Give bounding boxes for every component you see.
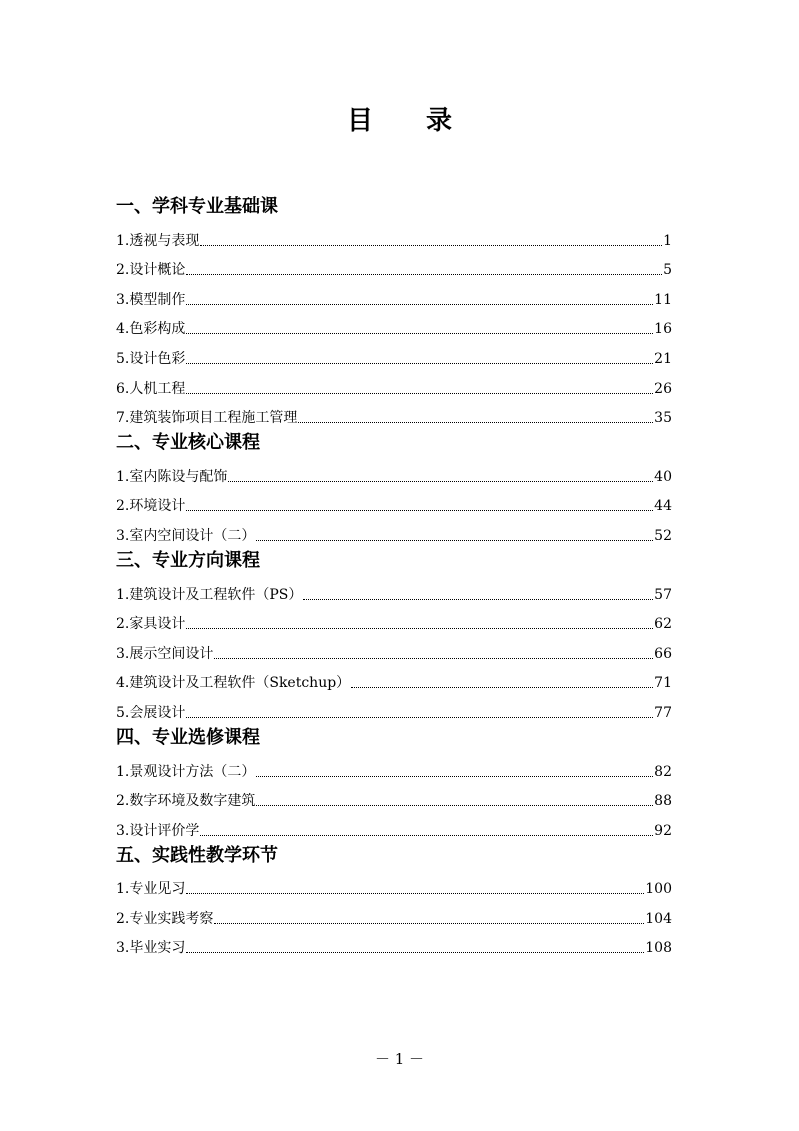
toc-entry-page-number: 71	[654, 675, 672, 692]
toc-entry[interactable]	[116, 575, 672, 605]
table-of-contents	[116, 192, 672, 958]
toc-entry-page-number: 44	[654, 498, 672, 515]
toc-entry-page-number: 52	[654, 527, 672, 544]
toc-entry-page-number: 21	[654, 350, 672, 367]
toc-entry[interactable]	[116, 369, 672, 399]
dot-leader	[186, 893, 644, 894]
dot-leader	[303, 599, 653, 600]
toc-entry-page-number: 108	[645, 940, 672, 957]
toc-entry[interactable]	[116, 399, 672, 429]
toc-entry-label: 1.景观设计方法（二）	[116, 763, 256, 780]
toc-entry-label: 7.建筑装饰项目工程施工管理	[116, 410, 298, 427]
dot-leader	[186, 333, 653, 334]
toc-entry[interactable]	[116, 782, 672, 812]
toc-entry-label: 3.模型制作	[116, 291, 186, 308]
toc-entry-page-number: 77	[654, 704, 672, 721]
toc-entry-page-number: 57	[654, 586, 672, 603]
toc-entry[interactable]	[116, 516, 672, 546]
dot-leader	[200, 245, 662, 246]
toc-entry-label: 1.建筑设计及工程软件（PS）	[116, 586, 303, 603]
toc-entry[interactable]	[116, 605, 672, 635]
toc-entry[interactable]	[116, 899, 672, 929]
toc-entry-label: 2.专业实践考察	[116, 910, 214, 927]
toc-entry-page-number: 100	[645, 881, 672, 898]
toc-entry-label: 5.设计色彩	[116, 350, 186, 367]
dot-leader	[186, 717, 653, 718]
toc-entry-page-number: 35	[654, 410, 672, 427]
toc-entry-label: 3.设计评价学	[116, 822, 200, 839]
toc-entry[interactable]	[116, 487, 672, 517]
toc-entry[interactable]	[116, 752, 672, 782]
toc-entry-page-number: 40	[654, 468, 672, 485]
toc-entry-page-number: 88	[654, 793, 672, 810]
toc-entry-label: 4.建筑设计及工程软件（Sketchup）	[116, 675, 351, 692]
toc-entry[interactable]	[116, 310, 672, 340]
dot-leader	[186, 274, 662, 275]
dot-leader	[186, 304, 653, 305]
toc-section-heading: 一、学科专业基础课	[116, 196, 278, 217]
dot-leader	[186, 952, 644, 953]
dot-leader	[256, 805, 653, 806]
toc-entry-label: 2.设计概论	[116, 262, 186, 279]
toc-entry[interactable]	[116, 870, 672, 900]
toc-entry[interactable]	[116, 221, 672, 251]
toc-entry-label: 3.展示空间设计	[116, 645, 214, 662]
page-number-footer: － 1 －	[374, 1050, 425, 1068]
toc-entry-page-number: 62	[654, 616, 672, 633]
dot-leader	[214, 923, 644, 924]
toc-entry[interactable]	[116, 693, 672, 723]
toc-entry-page-number: 5	[663, 262, 672, 279]
toc-section-heading: 四、专业选修课程	[116, 726, 260, 748]
toc-entry-label: 2.环境设计	[116, 498, 186, 515]
dot-leader	[186, 510, 653, 511]
toc-entry[interactable]	[116, 811, 672, 841]
page-title: 目 录	[346, 106, 475, 136]
dot-leader	[186, 363, 653, 364]
toc-entry-page-number: 66	[654, 645, 672, 662]
dot-leader	[256, 776, 653, 777]
toc-entry-label: 1.室内陈设与配饰	[116, 468, 228, 485]
toc-entry-label: 3.室内空间设计（二）	[116, 527, 256, 544]
toc-entry-page-number: 1	[663, 232, 672, 249]
toc-section-heading: 三、专业方向课程	[116, 549, 260, 571]
toc-entry-label: 2.家具设计	[116, 616, 186, 633]
toc-entry[interactable]	[116, 664, 672, 694]
toc-entry-page-number: 82	[654, 763, 672, 780]
toc-entry-label: 3.毕业实习	[116, 940, 186, 957]
dot-leader	[186, 628, 653, 629]
toc-entry-page-number: 92	[654, 822, 672, 839]
dot-leader	[200, 835, 653, 836]
toc-entry[interactable]	[116, 339, 672, 369]
toc-entry[interactable]	[116, 251, 672, 281]
toc-entry-label: 2.数字环境及数字建筑	[116, 793, 256, 810]
toc-entry[interactable]	[116, 280, 672, 310]
toc-entry[interactable]	[116, 929, 672, 959]
toc-section-heading: 五、实践性教学环节	[116, 844, 278, 866]
toc-entry[interactable]	[116, 634, 672, 664]
dot-leader	[186, 393, 653, 394]
dot-leader	[256, 540, 653, 541]
toc-entry-label: 6.人机工程	[116, 380, 186, 397]
toc-entry-page-number: 11	[654, 291, 672, 308]
toc-entry-label: 5.会展设计	[116, 704, 186, 721]
toc-entry-page-number: 16	[654, 321, 672, 338]
dot-leader	[298, 422, 653, 423]
toc-entry-label: 1.透视与表现	[116, 232, 200, 249]
dot-leader	[351, 687, 653, 688]
toc-entry-page-number: 104	[645, 910, 672, 927]
toc-entry-label: 1.专业见习	[116, 881, 186, 898]
toc-entry-page-number: 26	[654, 380, 672, 397]
dot-leader	[214, 658, 653, 659]
toc-entry[interactable]	[116, 457, 672, 487]
dot-leader	[228, 481, 653, 482]
toc-entry-label: 4.色彩构成	[116, 321, 186, 338]
toc-section-heading: 二、专业核心课程	[116, 432, 260, 454]
